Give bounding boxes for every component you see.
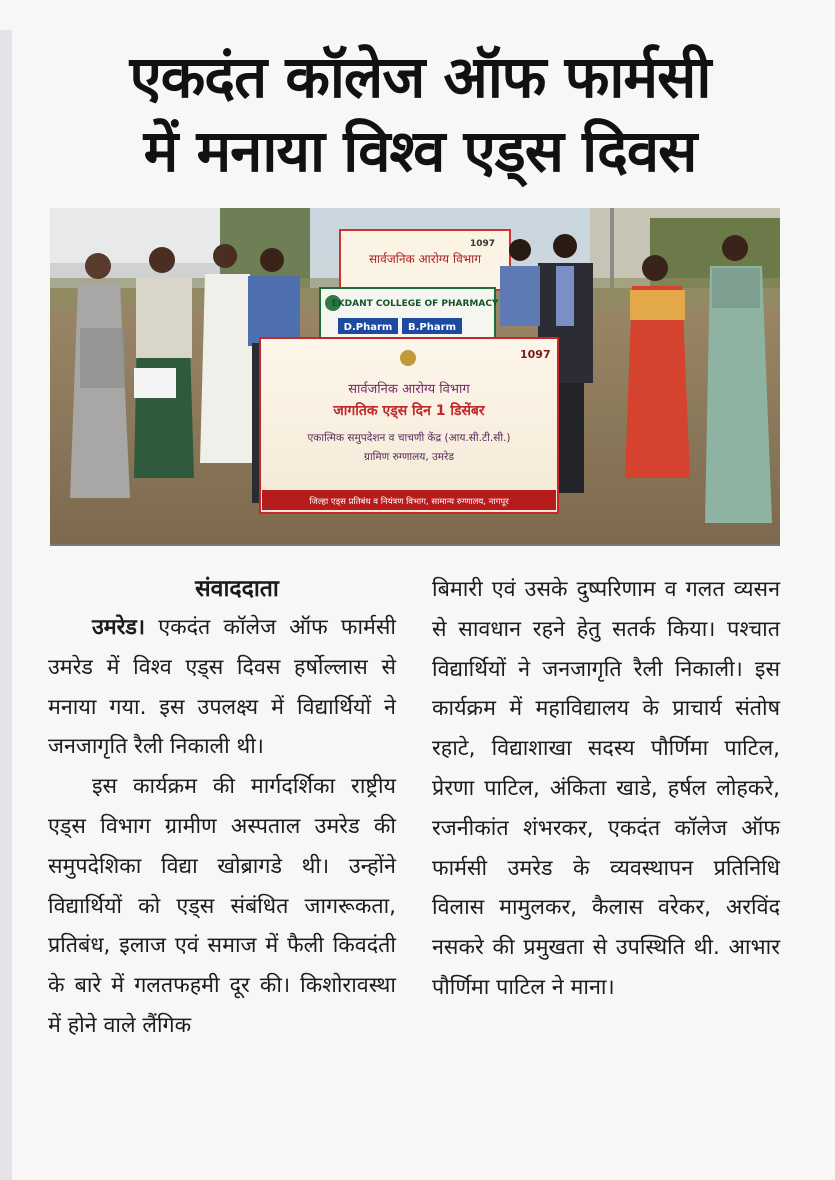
photo-rule <box>50 544 780 546</box>
paragraph-2: इस कार्यक्रम की मार्गदर्शिका राष्ट्रीय एड्स विभाग ग्रामीण अस्पताल उमरेड की समुपदेशिका विद्या खोब्रागडे थी। उन्होंने विद्यार्थियों को एड्स संबंधित जागरूकता, प्रतिबंध, इलाज एवं समाज में फैली किवदंती के बारे में गलतफहमी दूर की। किशोरावस्था में होने वाले लैंगिक <box>48 774 396 1038</box>
svg-text:ग्रामिण रुग्णालय, उमरेड: ग्रामिण रुग्णालय, उमरेड <box>364 451 454 463</box>
svg-text:B.Pharm: B.Pharm <box>408 322 456 333</box>
page-edge <box>0 30 12 1180</box>
main-banner <box>260 338 558 513</box>
headline-line-2: में मनाया विश्व एड्स दिवस <box>143 117 697 185</box>
svg-text:जिल्हा एड्स प्रतिबंध व नियंत्र: जिल्हा एड्स प्रतिबंध व नियंत्रण विभाग, सामान्य रुग्णालय, नागपूर <box>309 497 509 507</box>
headline-line-1: एकदंत कॉलेज ऑफ फार्मसी <box>129 43 711 111</box>
svg-text:एकात्मिक समुपदेशन व चाचणी केंद: एकात्मिक समुपदेशन व चाचणी केंद्र (आय.सी.टी.सी.) <box>307 432 511 444</box>
svg-text:1097: 1097 <box>469 239 495 249</box>
paragraph-1-text: एकदंत कॉलेज ऑफ फार्मसी उमरेड में विश्व एड्स दिवस हर्षोल्लास से मनाया गया. इस उपलक्ष्य में विद्यार्थियों ने जनजागृति रैली निकाली थी। <box>48 615 396 760</box>
column-left <box>48 570 396 1046</box>
college-banner <box>320 288 499 338</box>
back-banner <box>340 230 510 290</box>
svg-text:जागतिक एड्स दिन 1 डिसेंबर: जागतिक एड्स दिन 1 डिसेंबर <box>333 403 485 419</box>
paragraph-1 <box>48 608 396 767</box>
svg-text:D.Pharm: D.Pharm <box>343 322 393 333</box>
news-photo <box>50 208 780 544</box>
headline <box>40 40 800 188</box>
byline: संवाददाता <box>195 576 279 602</box>
svg-text:सार्वजनिक आरोग्य विभाग: सार्वजनिक आरोग्य विभाग <box>368 252 482 266</box>
column-right <box>432 570 780 1008</box>
svg-text:EKDANT COLLEGE OF PHARMACY: EKDANT COLLEGE OF PHARMACY <box>331 299 499 309</box>
svg-text:सार्वजनिक आरोग्य विभाग: सार्वजनिक आरोग्य विभाग <box>348 382 470 397</box>
paragraph-3: बिमारी एवं उसके दुष्परिणाम व गलत व्यसन से सावधान रहने हेतु सतर्क किया। पश्चात विद्यार्थियों ने जनजागृति रैली निकाली। इस कार्यक्रम में महाविद्यालय के प्राचार्य संतोष रहाटे, विद्याशाखा सदस्य पौर्णिमा पाटिल, प्रेरणा पाटिल, अंकिता खाडे, हर्षल लोहकरे, रजनीकांत शंभरकर, एकदंत कॉलेज ऑफ फार्मसी उमरेड के व्यवस्थापन प्रतिनिधि विलास मामुलकर, कैलास वरेकर, अरविंद नसकरे की प्रमुखता से उपस्थिति थी. आभार पौर्णिमा पाटिल ने माना। <box>432 577 780 1000</box>
svg-text:1097: 1097 <box>520 348 551 361</box>
dateline: उमरेड। <box>92 615 146 640</box>
